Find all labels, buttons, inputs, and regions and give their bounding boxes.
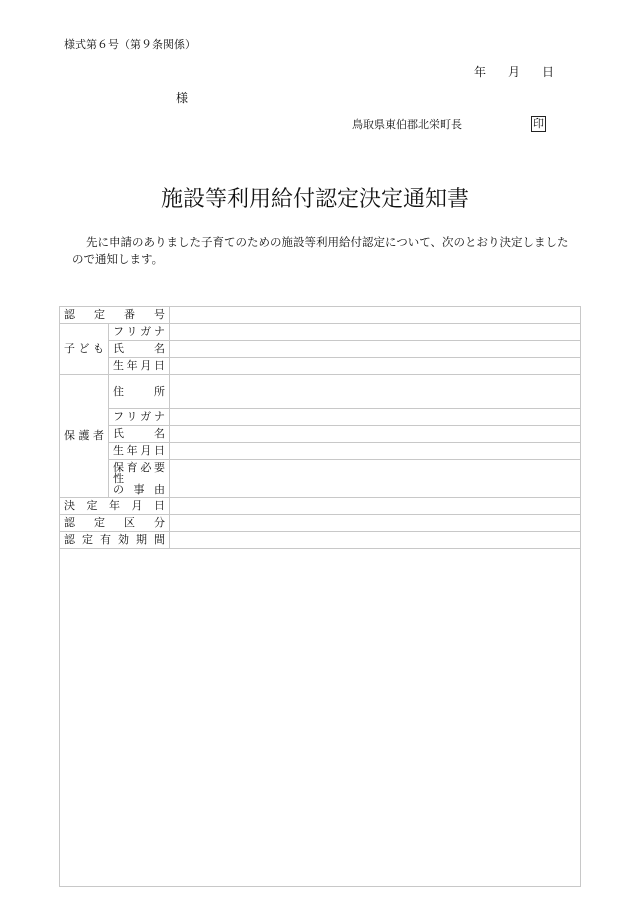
cert-number-value[interactable] [170,307,581,324]
table-row [60,358,581,375]
child-furigana-value[interactable] [170,324,581,341]
addressee-suffix: 様 [176,91,189,105]
cert-category-label: 認定区分 [60,515,170,532]
guardian-name-label: 氏名 [109,426,170,443]
guardian-address-label: 住所 [109,375,170,409]
child-group-label: 子ども [60,324,109,375]
table-row [60,532,581,549]
cert-validity-value[interactable] [170,532,581,549]
decision-date-label: 決定年月日 [60,498,170,515]
table-row [60,443,581,460]
issuer-name: 鳥取県東伯郡北栄町長 [352,118,462,131]
form-number: 様式第６号（第９条関係） [64,38,196,51]
child-name-value[interactable] [170,341,581,358]
guardian-reason-label-line1: 保育必要性 [113,461,165,485]
table-row [60,307,581,324]
table-row [60,515,581,532]
certification-table [59,306,581,549]
child-birthdate-label: 生年月日 [109,358,170,375]
seal-mark: 印 [533,117,544,130]
decision-date-value[interactable] [170,498,581,515]
guardian-group-label: 保護者 [60,375,109,498]
date-year-label: 年 [474,65,487,79]
guardian-birthdate-label: 生年月日 [109,443,170,460]
table-row [60,341,581,358]
document-title: 施設等利用給付認定決定通知書 [160,187,469,212]
guardian-name-value[interactable] [170,426,581,443]
date-day-label: 日 [542,65,555,79]
table-row [60,460,581,498]
guardian-reason-label-line2: の事由 [113,483,165,496]
table-row [60,498,581,515]
table-row [60,409,581,426]
table-row [60,324,581,341]
table-row [60,426,581,443]
cert-validity-label: 認定有効期間 [60,532,170,549]
date-month-label: 月 [508,65,521,79]
cert-number-label: 認定番号 [60,307,170,324]
guardian-birthdate-value[interactable] [170,443,581,460]
guardian-furigana-label: フリガナ [109,409,170,426]
table-row [60,375,581,409]
child-birthdate-value[interactable] [170,358,581,375]
child-furigana-label: フリガナ [109,324,170,341]
guardian-reason-value[interactable] [170,460,581,498]
guardian-reason-label [109,460,170,498]
notice-body-text: 先に申請のありました子育てのための施設等利用給付認定について、次のとおり決定しましたので通知します。 [72,235,569,266]
guardian-address-value[interactable] [170,375,581,409]
child-name-label: 氏名 [109,341,170,358]
issue-date [474,63,554,80]
cert-category-value[interactable] [170,515,581,532]
guardian-furigana-value[interactable] [170,409,581,426]
